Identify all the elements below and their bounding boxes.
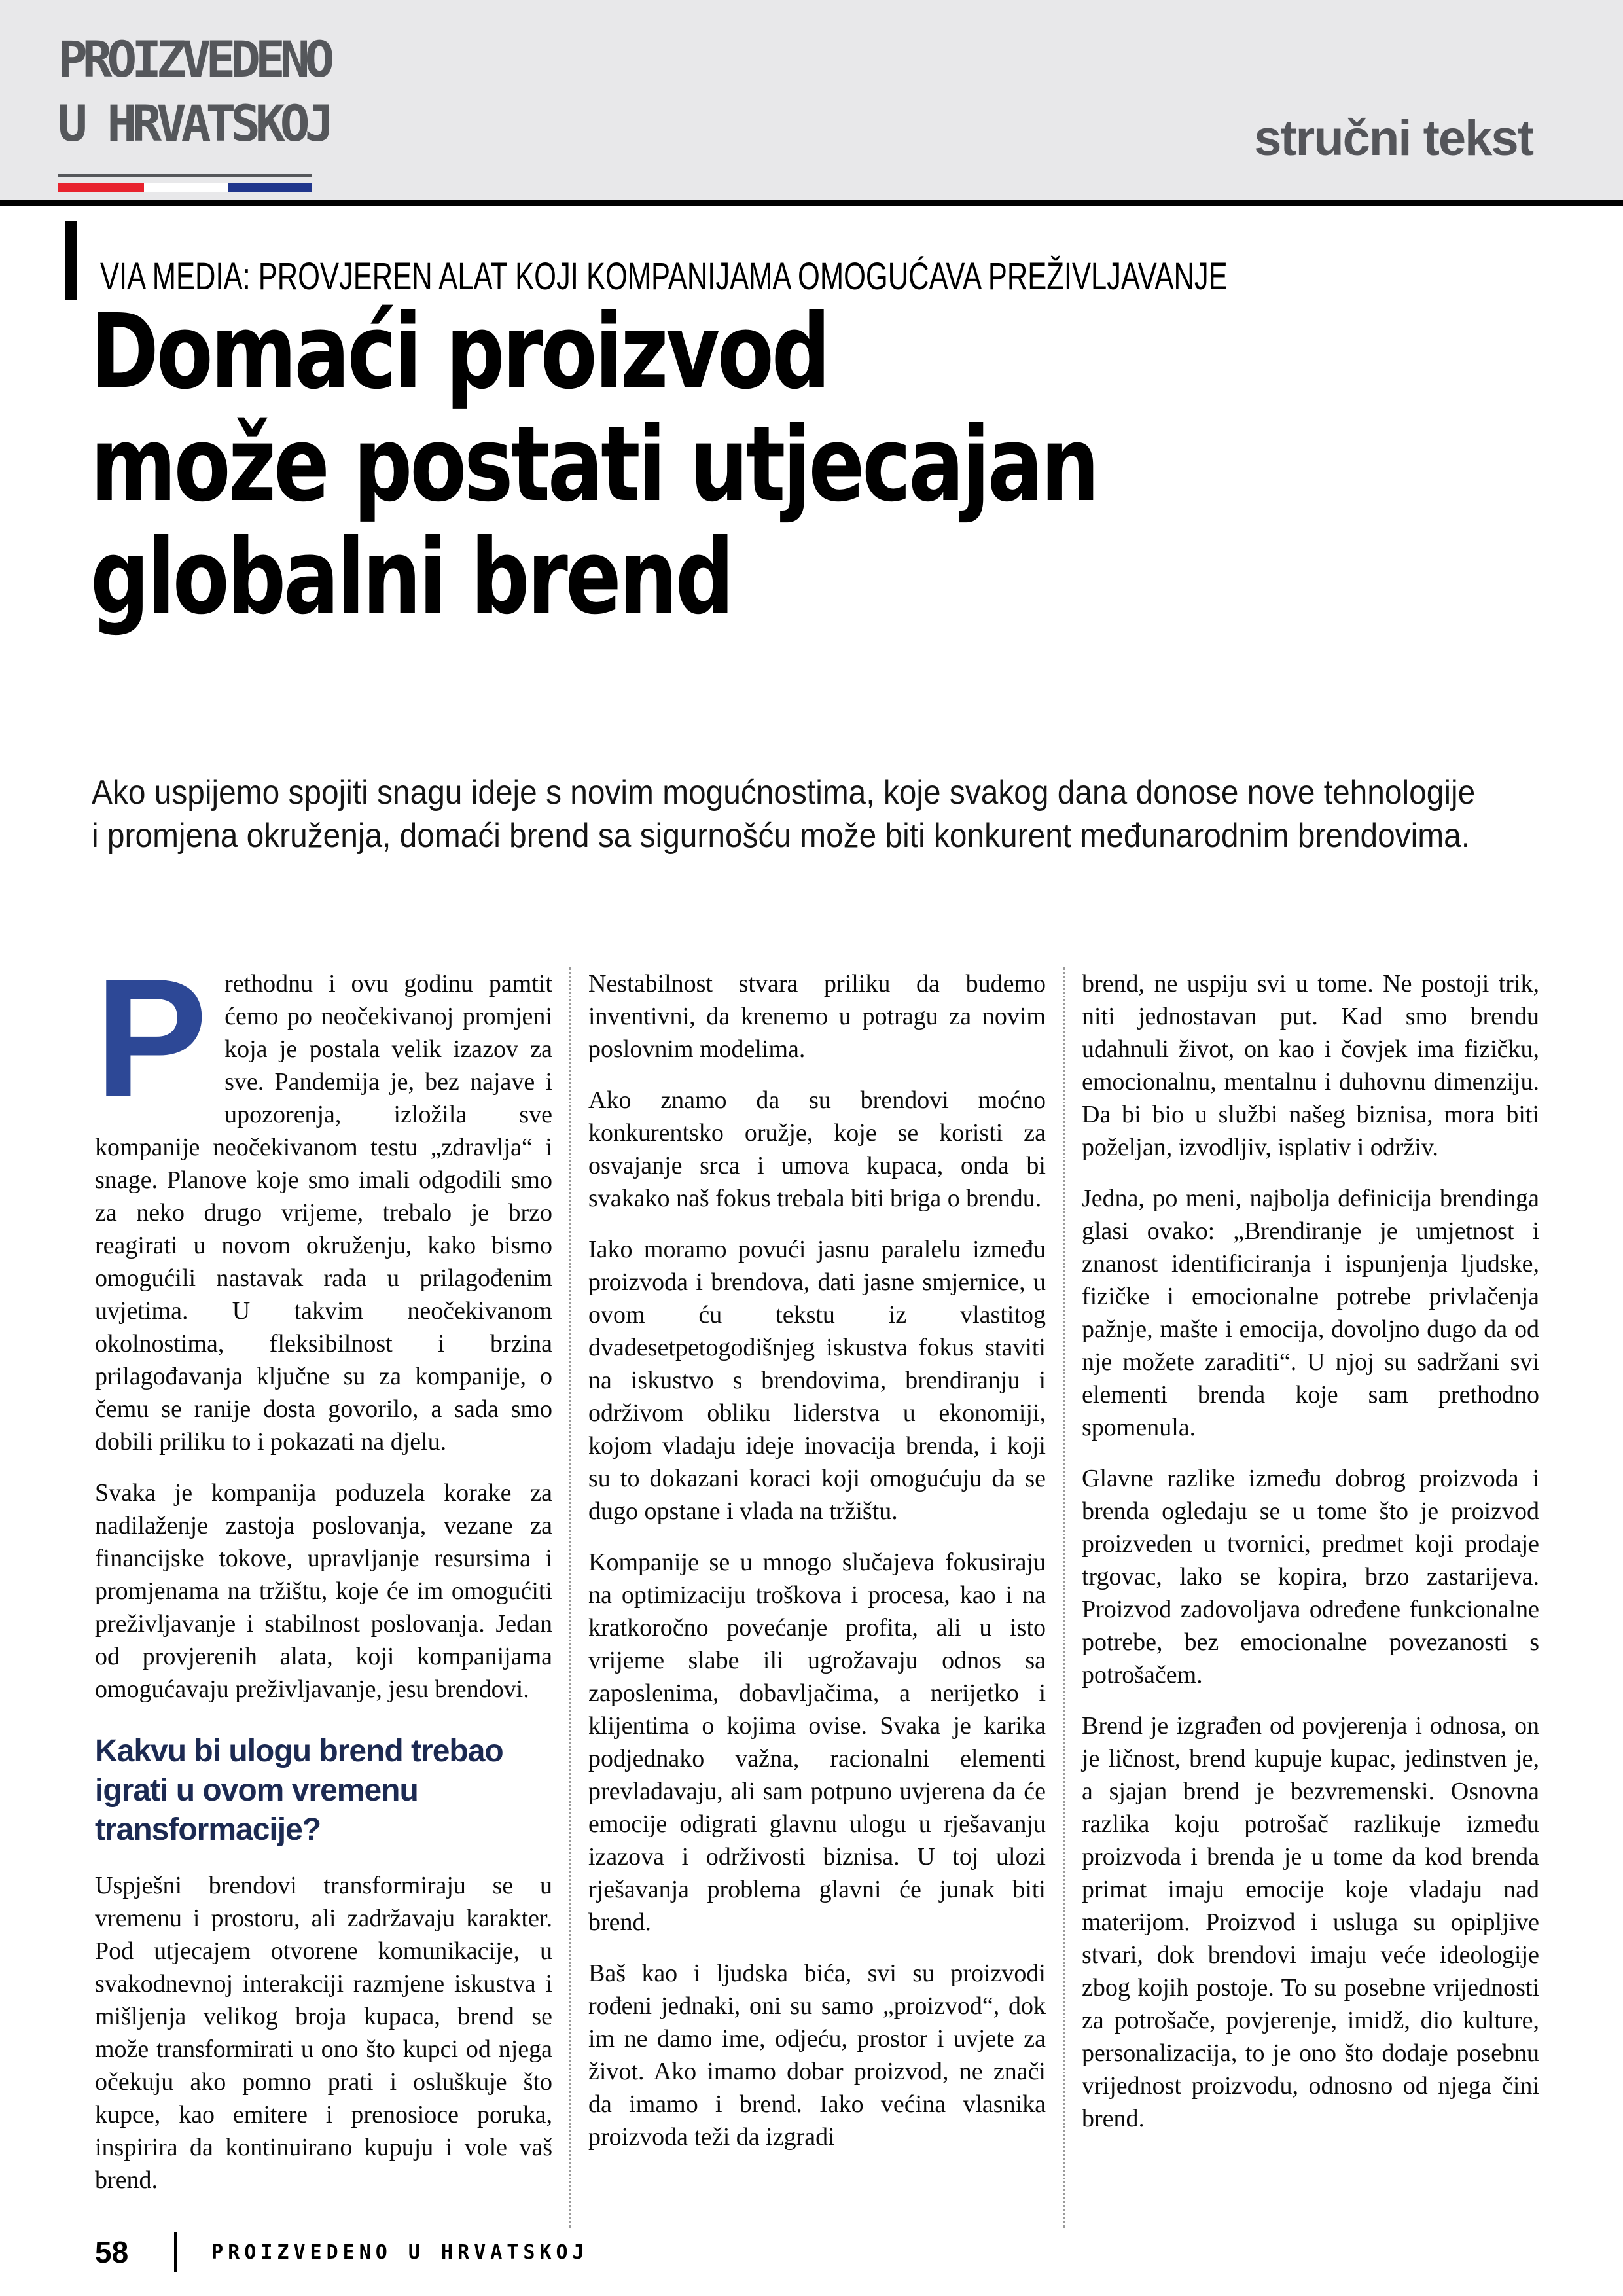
body-paragraph: Svaka je kompanija poduzela korake za nadilaženje zastoja poslovanja, vezane za financijske tokove, upravljanje resursima i promjenama na tržištu, koje će im omogućiti preživljavanje i stabilnost poslovanja. Jedan od provjerenih alata, koji kompanijama omogućavaju preživljavanje, jesu brendovi. <box>95 1479 552 1703</box>
body-paragraph: Ako znamo da su brendovi moćno konkurentsko oružje, koje se koristi za osvajanje srca i umova kupaca, onda bi svakako naš fokus trebala biti briga o brendu. <box>588 1086 1046 1212</box>
body-paragraph: Brend je izgrađen od povjerenja i odnosa, on je ličnost, brend kupuje kupac, jedinstven je, a sjajan brend je bezvremenski. Osnovna razlika koju potrošač razlikuje između proizvoda i brenda je u tome da kod brenda primat imaju emocije koje vladaju nad materijom. Proizvod i usluga su opipljive stvari, dok brendovi imaju veće ideologije zbog kojih postoje. To su posebne vrijednosti za potrošače, povjerenje, imidž, dio kulture, personalizacija, to je ono što dodaje posebnu vrijednost proizvodu, odnosno od njega čini brend. <box>1082 1712 1539 2132</box>
headline-line-3: globalni brend <box>90 517 732 637</box>
flag-white-segment <box>144 183 228 192</box>
body-paragraph: brend, ne uspiju svi u tome. Ne postoji trik, niti jednostavan put. Kad smo brendu udahnuli život, on kao i čovjek ima fizičku, emocionalnu, mentalnu i duhovnu dimenziju. Da bi bio u službi našeg biznisa, mora biti poželjan, izvodljiv, isplativ i održiv. <box>1082 970 1539 1161</box>
body-paragraph: Nestabilnost stvara priliku da budemo inventivni, da krenemo u potragu za novim poslovnim modelima. <box>588 970 1046 1063</box>
section-label: stručni tekst <box>1254 111 1533 166</box>
kicker-text: VIA MEDIA: PROVJEREN ALAT KOJI KOMPANIJAMA OMOGUĆAVA PREŽIVLJAVANJE <box>100 255 1228 298</box>
page-number: 58 <box>95 2235 129 2269</box>
column-3 <box>1065 967 1539 2228</box>
lede-paragraph: Ako uspijemo spojiti snagu ideje s novim mogućnostima, koje svakog dana donose nove tehnologije i promjena okruženja, domaći brend sa sigurnošću može biti konkurent međunarodnim brendovima. <box>92 774 1476 855</box>
page-footer <box>95 2232 589 2272</box>
footer-journal-title: PROIZVEDENO U HRVATSKOJ <box>211 2240 589 2264</box>
kicker <box>65 221 1603 300</box>
subheading: Kakvu bi ulogu brend trebao igrati u ovom vremenu transformacije? <box>95 1734 503 1847</box>
logo-line-2: U HRVATSKOJ <box>58 94 330 152</box>
body-paragraph: Iako moramo povući jasnu paralelu između proizvoda i brendova, dati jasne smjernice, u ovom ću tekstu iz vlastitog dvadesetpetogodišnjeg iskustva fokus staviti na iskustvo s brendovima, brendiranju i održivom obliku liderstva u ekonomiji, kojom vladaju ideje inovacija brenda, i koji su to dokazani koraci koji omogućuju da se dugo opstane i vlada na tržištu. <box>588 1236 1046 1525</box>
article-body <box>95 943 1539 2228</box>
footer-divider <box>174 2232 177 2272</box>
flag-blue-segment <box>228 183 312 192</box>
body-paragraph: Kompanije se u mnogo slučajeva fokusiraju na optimizaciju troškova i procesa, kao i na kratkoročno povećanje profita, ali u isto vrijeme slabe ili ugrožavaju odnos sa zaposlenima, dobavljačima, a nerijetko i klijentima o kojima ovise. Svaka je karika podjednako važna, racionalni elementi prevladavaju, ali sam potpuno uvjerena da će emocije odigrati glavnu ulogu u rješavanju izazova i održivosti biznisa. U toj ulozi rješavanja problema glavni će junak biti brend. <box>588 1549 1046 1936</box>
body-paragraph <box>95 943 552 1458</box>
body-paragraph: Jedna, po meni, najbolja definicija brendinga glasi ovako: „Brendiranje je umjetnost i znanost identificiranja i ispunjenja ljudske, fizičke i emocionalne potrebe privlačenja pažnje, mašte i emocija, dovoljno dugo da od nje možete zaraditi“. U njoj su sadržani svi elementi brenda koje sam prethodno spomenula. <box>1082 1185 1539 1441</box>
logo-underline <box>58 174 312 177</box>
logo-line-1: PROIZVEDENO <box>58 30 330 88</box>
headline-line-1: Domaći proizvod <box>90 292 829 412</box>
croatian-flag-bar <box>58 183 312 192</box>
header-divider-rule <box>0 200 1623 206</box>
body-paragraph: Baš kao i ljudska bića, svi su proizvodi rođeni jednaki, oni su samo „proizvod“, dok im ne damo ime, odjeću, prostor i uvjete za život. Ako imamo dobar proizvod, ne znači da imamo i brend. Iako većina vlasnika proizvoda teži da izgradi <box>588 1960 1046 2151</box>
masthead <box>0 0 1623 200</box>
drop-cap: P <box>95 943 208 1132</box>
publication-logo <box>58 27 332 192</box>
body-paragraph: Glavne razlike između dobrog proizvoda i brenda ogledaju se u tome što je proizvod proizveden u tvornici, predmet koji prodaje trgovac, lako se kopira, brzo zastarijeva. Proizvod zadovoljava određene funkcionalne potrebe, bez emocionalne povezanosti s potrošačem. <box>1082 1465 1539 1689</box>
column-1 <box>95 943 569 2228</box>
body-paragraph: Uspješni brendovi transformiraju se u vremenu i prostoru, ali zadržavaju karakter. Pod utjecajem otvorene komunikacije, u svakodnevnoj interakciji razmjene iskustva i mišljenja velikog broja kupaca, brend se može transformirati u ono što kupci od njega očekuju ako pomno prati i osluškuje što kupce, kao emitere i prenosioce poruka, inspirira da kontinuirano kupuju i vole vaš brend. <box>95 1872 552 2194</box>
flag-red-segment <box>58 183 144 192</box>
headline <box>90 292 1349 637</box>
column-2 <box>569 967 1065 2228</box>
headline-line-2: može postati utjecajan <box>90 404 1097 525</box>
kicker-accent-bar <box>65 221 77 300</box>
paragraph-text: rethodnu i ovu godinu pamtit ćemo po neočekivanoj promjeni koja je postala velik izazov za sve. Pandemija je, bez najave i upozorenja, izložila sve kompanije neočekivanom testu „zdravlja“ i snage. Planove koje smo imali odgodili smo za neko drugo vrijeme, trebalo je brzo reagirati u novom okruženju, kako bismo omogućili nastavak rada u prilagođenim uvjetima. U takvim neočekivanom okolnostima, fleksibilnost i brzina prilagođavanja ključne su za kompanije, o čemu se ranije dosta govorilo, a sada smo dobili priliku to i pokazati na djelu. <box>95 970 552 1456</box>
